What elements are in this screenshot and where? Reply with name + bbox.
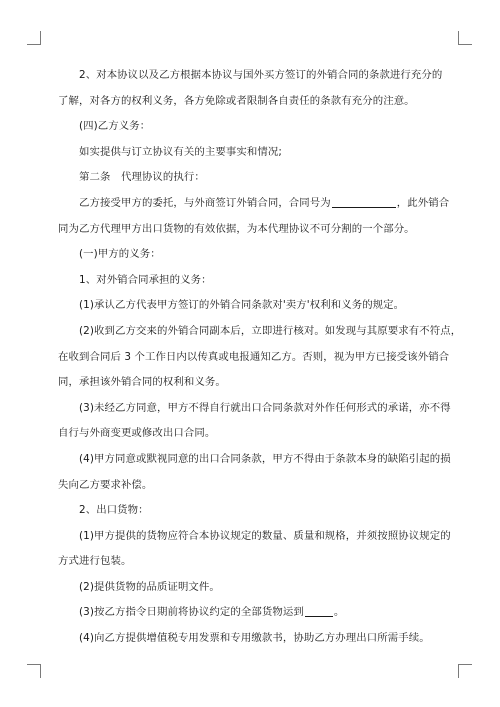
text-line: 如实提供与订立协议有关的主要事实和情况;: [79, 145, 282, 158]
subsection-heading: 1、对外销合同承担的义务：: [79, 273, 212, 286]
crop-mark-top-right: [458, 31, 472, 45]
text-line: 失向乙方要求补偿。: [58, 478, 153, 491]
text-line: 同为乙方代理甲方出口货物的有效依据，为本代理协议不可分割的一个部分。: [58, 222, 415, 235]
contract-number-blank: [332, 196, 396, 208]
subsection-heading: 2、出口货物：: [79, 504, 149, 517]
text-line: (3)未经乙方同意，甲方不得自行就出口合同条款对外作任何形式的承诺，亦不得: [79, 401, 451, 414]
text-segment: 。: [333, 606, 345, 619]
section-heading: (四)乙方义务：: [79, 120, 151, 133]
text-line: (1)承认乙方代表甲方签订的外销合同条款对'卖方'权利和义务的规定。: [79, 299, 405, 312]
text-line: (4)甲方同意或默视同意的出口合同条款，甲方不得由于条款本身的缺陷引起的损: [79, 452, 451, 465]
text-line: 方式进行包装。: [58, 555, 132, 568]
destination-blank: [305, 605, 333, 617]
article-heading: 第二条 代理协议的执行：: [79, 171, 205, 184]
text-segment: 乙方接受甲方的委托，与外商签订外销合同，合同号为: [79, 196, 331, 209]
text-line: 2、对本协议以及乙方根据本协议与国外买方签订的外销合同的条款进行充分的: [79, 69, 443, 81]
text-line: 同，承担该外销合同的权利和义务。: [58, 376, 226, 389]
text-line-with-blank: [58, 600, 454, 626]
text-line: (2)收到乙方交来的外销合同副本后，立即进行核对。如发现与其原要求有不符点，: [79, 324, 462, 337]
section-heading: (一)甲方的义务：: [79, 248, 161, 261]
text-segment: (3)按乙方指令日期前将协议约定的全部货物运到: [79, 606, 304, 619]
text-segment: ，此外销合: [396, 196, 450, 209]
text-line: 在收到合同后 3 个工作日内以传真或电报通知乙方。否则，视为甲方已接受该外销合: [58, 350, 450, 363]
text-line: 自行与外商变更或修改出口合同。: [58, 427, 216, 440]
text-line: (2)提供货物的品质证明文件。: [79, 580, 220, 593]
crop-mark-top-left: [27, 31, 41, 45]
document-body: [58, 63, 462, 652]
text-line: (1)甲方提供的货物应符合本协议规定的数量、质量和规格，并须按照协议规定的: [79, 529, 451, 542]
crop-mark-bottom-left: [27, 664, 41, 678]
text-line: (4)向乙方提供增值税专用发票和专用缴款书，协助乙方办理出口所需手续。: [79, 632, 430, 645]
text-line-with-blank: [58, 191, 454, 217]
text-line: 了解，对各方的权利义务，各方免除或者限制各自责任的条款有充分的注意。: [58, 94, 415, 107]
crop-mark-bottom-right: [458, 664, 472, 678]
